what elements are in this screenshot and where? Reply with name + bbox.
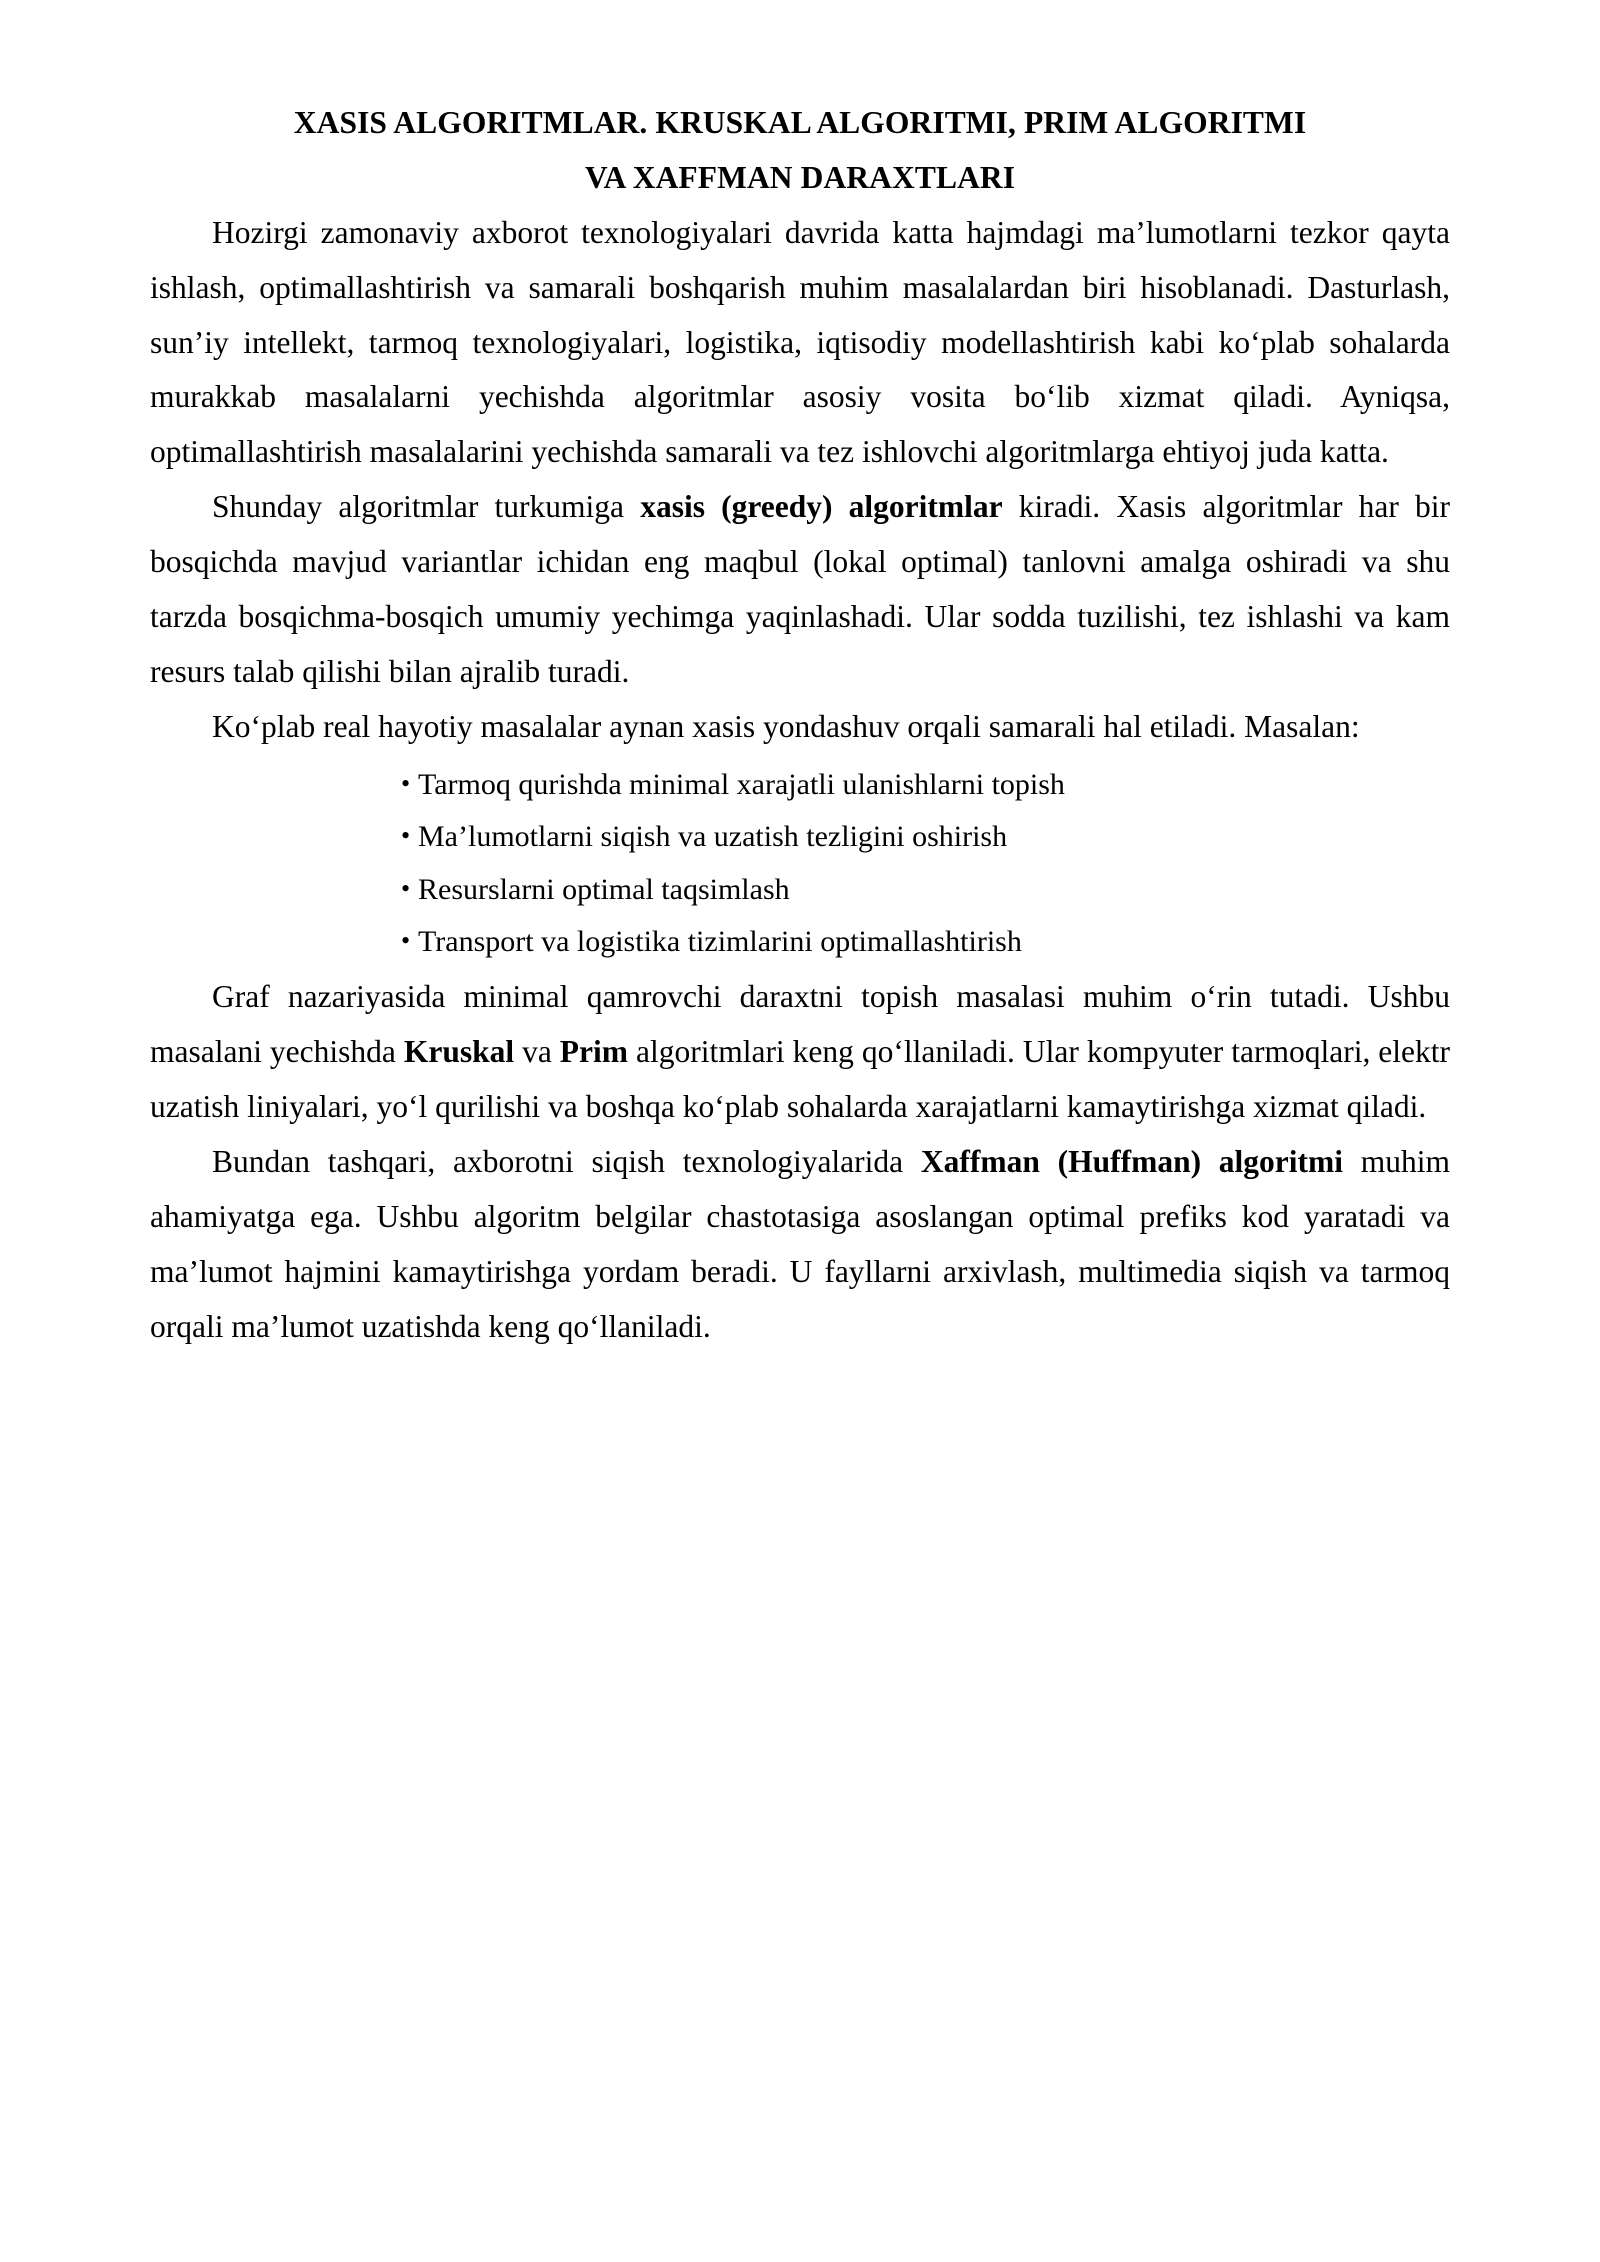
paragraph-greedy-rest: kiradi. Xasis algoritmlar har bir bosqichda mavjud variantlar ichidan eng maqbul (lokal optimal) tanlovni amalga oshiradi va shu tarzda bosqichma-bosqich umumiy yechimga yaqinlashadi. Ular sodda tuzilishi, tez ishlashi va kam resurs talab qilishi bilan ajralib turadi. xyxy=(150,489,1450,690)
list-item xyxy=(401,916,1450,968)
list-item xyxy=(401,811,1450,863)
term-greedy-algorithms: xasis (greedy) algoritmlar xyxy=(640,489,1003,525)
term-kruskal: Kruskal xyxy=(403,1033,515,1069)
list-item-label: Resurslarni optimal taqsimlash xyxy=(418,872,790,906)
paragraph-huffman-rest: muhim ahamiyatga ega. Ushbu algoritm belgilar chastotasiga asoslangan optimal prefiks kod yaratadi va ma’lumot hajmini kamaytirishga yordam beradi. U fayllarni arxivlash, multimedia siqish va tarmoq orqali ma’lumot uzatishda keng qo‘llaniladi. xyxy=(150,1143,1450,1344)
bullet-icon: • xyxy=(401,821,411,851)
paragraph-huffman xyxy=(150,1135,1450,1355)
term-prim: Prim xyxy=(559,1033,629,1069)
bullet-icon: • xyxy=(401,925,411,955)
page-title-line-2: VA XAFFMAN DARAXTLARI xyxy=(584,159,1016,195)
paragraph-examples-lead xyxy=(150,700,1450,755)
list-item-label: Transport va logistika tizimlarini optimallashtirish xyxy=(418,924,1022,958)
paragraph-examples-lead-text: Ko‘plab real hayotiy masalalar aynan xasis yondashuv orqali samarali hal etiladi. Masalan: xyxy=(212,709,1360,745)
paragraph-mst-conjunction: va xyxy=(514,1033,560,1069)
bullet-icon: • xyxy=(401,873,411,903)
paragraph-mst xyxy=(150,970,1450,1135)
list-item xyxy=(401,864,1450,916)
paragraph-mst-lead: Graf nazariyasida minimal qamrovchi daraxtni topish masalasi muhim o‘rin tutadi. Ushbu masalani yechishda xyxy=(150,978,1450,1069)
term-huffman-algorithm: Xaffman (Huffman) algoritmi xyxy=(920,1143,1344,1179)
list-item xyxy=(401,759,1450,811)
list-item-label: Tarmoq qurishda minimal xarajatli ulanishlarni topish xyxy=(418,768,1065,802)
paragraph-greedy-lead: Shunday algoritmlar turkumiga xyxy=(212,489,641,525)
paragraph-intro-text: Hozirgi zamonaviy axborot texnologiyalari davrida katta hajmdagi ma’lumotlarni tezkor qayta ishlash, optimallashtirish va samarali boshqarish muhim masalalardan biri hisoblanadi. Dasturlash, sun’iy intellekt, tarmoq texnologiyalari, logistika, iqtisodiy modellashtirish kabi ko‘plab sohalarda murakkab masalalarni yechishda algoritmlar asosiy vosita bo‘lib xizmat qiladi. Ayniqsa, optimallashtirish masalalarini yechishda samarali va tez ishlovchi algoritmlarga ehtiyoj juda katta. xyxy=(150,214,1450,470)
paragraph-mst-rest: algoritmlari keng qo‘llaniladi. Ular kompyuter tarmoqlari, elektr uzatish liniyalari, yo‘l qurilishi va boshqa ko‘plab sohalarda xarajatlarni kamaytirishga xizmat qiladi. xyxy=(150,1033,1451,1124)
paragraph-greedy xyxy=(150,480,1450,700)
page-title-line-1: XASIS ALGORITMLAR. KRUSKAL ALGORITMI, PRIM ALGORITMI xyxy=(293,105,1307,140)
page-title xyxy=(150,96,1450,206)
paragraph-huffman-lead: Bundan tashqari, axborotni siqish texnologiyalarida xyxy=(212,1143,921,1179)
bullet-icon: • xyxy=(401,769,411,799)
list-item-label: Ma’lumotlarni siqish va uzatish tezligini oshirish xyxy=(418,820,1008,854)
examples-list xyxy=(150,759,1450,968)
paragraph-intro xyxy=(150,206,1450,481)
